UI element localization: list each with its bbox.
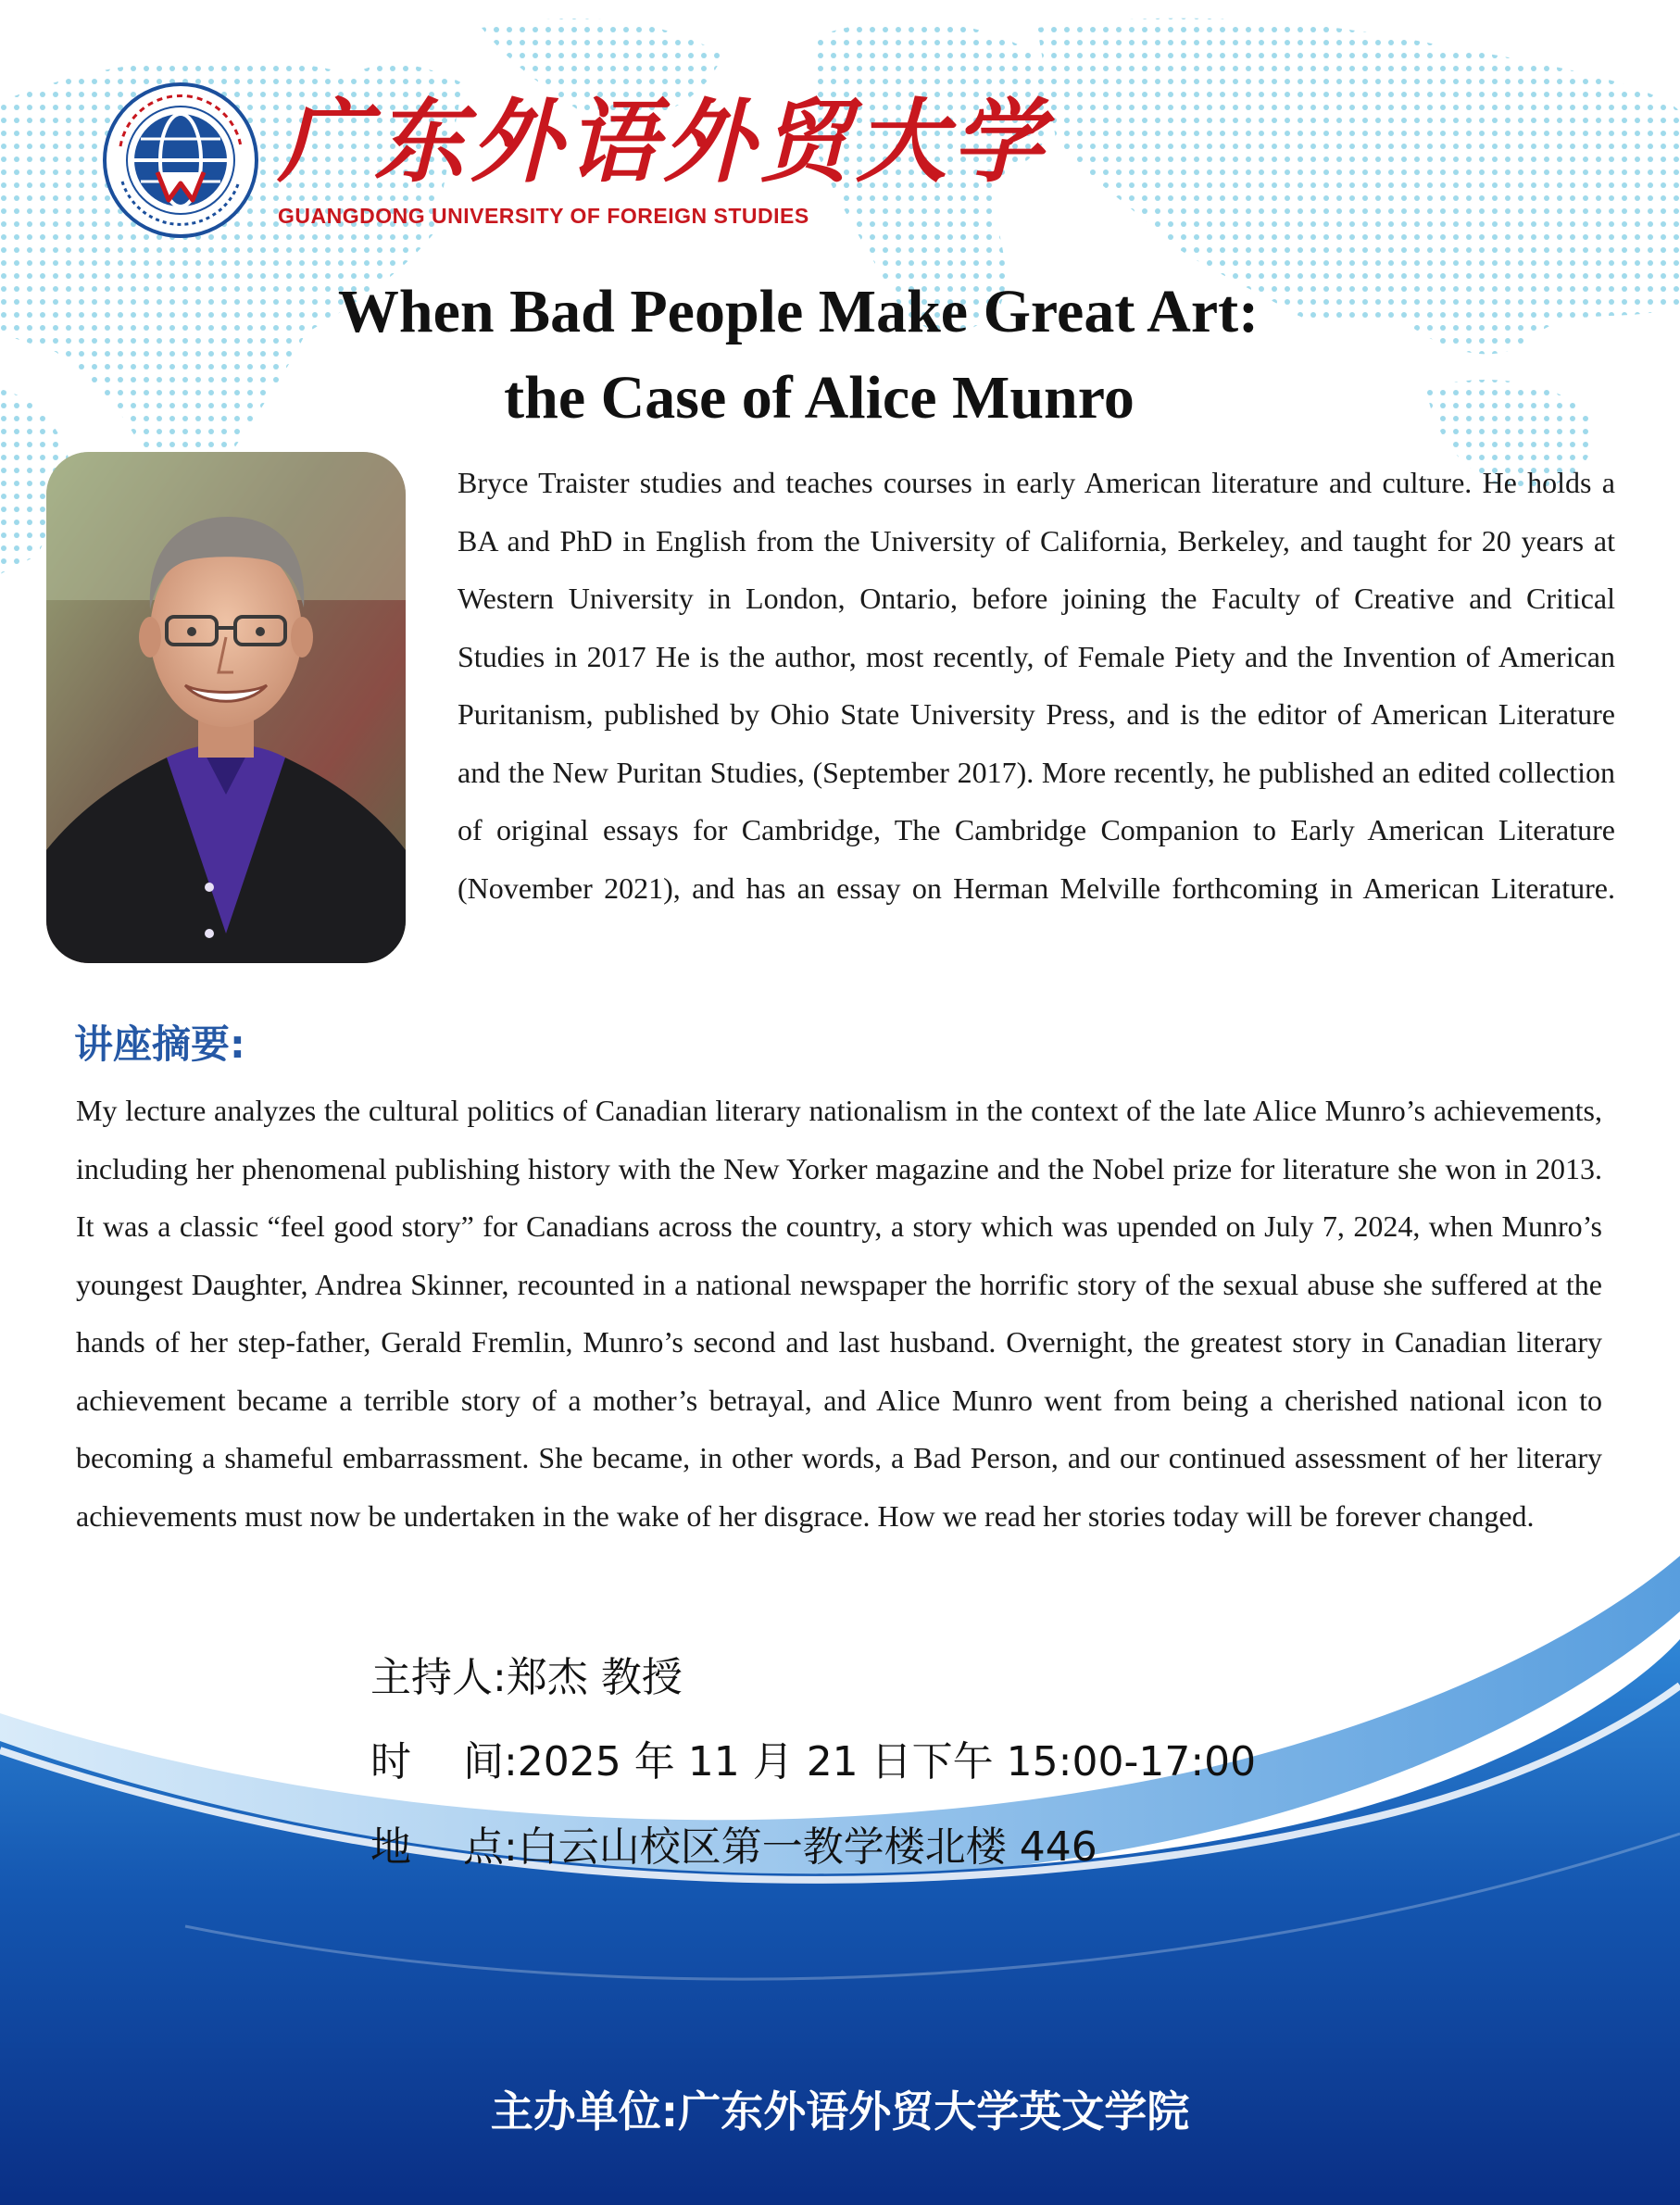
- sponsor-line: 主办单位:广东外语外贸大学英文学院: [490, 2086, 1190, 2136]
- university-name-english: GUANGDONG UNIVERSITY OF FOREIGN STUDIES: [278, 204, 809, 228]
- university-logo-seal: [102, 81, 259, 239]
- lecture-title-line-1: When Bad People Make Great Art:: [337, 278, 1260, 345]
- host-row: [370, 1644, 683, 1703]
- host-value: 郑杰 教授: [506, 1654, 683, 1701]
- abstract-heading: 讲座摘要:: [74, 1021, 245, 1067]
- place-value: 白云山校区第一教学楼北楼 446: [517, 1823, 1097, 1871]
- place-row: [370, 1813, 1097, 1873]
- time-value: 2025 年 11 月 21 日下午 15:00-17:00: [517, 1738, 1257, 1785]
- lecture-title: [0, 269, 1680, 441]
- time-label: 时 间:: [370, 1738, 518, 1785]
- university-name-chinese: 广东外语外贸大学: [278, 89, 1049, 195]
- time-row: [370, 1728, 1256, 1787]
- abstract-text: My lecture analyzes the cultural politics of Canadian literary nationalism in the context of the late Alice Munro’s achievements, including her phenomenal publishing history with the New Yorker magazine and the Nobel prize for literature she won in 2013. It was a classic “feel good story” for Canadians across the country, a story which was upended on July 7, 2024, when Munro’s youngest Daughter, Andrea Skinner, recounted in a national newspaper the horrific story of the sexual abuse she suffered at the hands of her step-father, Gerald Fremlin, Munro’s second and last husband. Overnight, the greatest story in Canadian literary achievement became a terrible story of a mother’s betrayal, and Alice Munro went from being a cherished national icon to becoming a shameful embarrassment. She became, in other words, a Bad Person, and our continued assessment of her literary achievements must now be undertaken in the wake of her disgrace. How we read her stories today will be forever changed.: [76, 1094, 1602, 1533]
- host-label: 主持人:: [370, 1654, 507, 1701]
- speaker-bio: Bryce Traister studies and teaches courses in early American literature and culture. He holds a BA and PhD in English from the University of California, Berkeley, and taught for 20 years at Western University in London, Ontario, before joining the Faculty of Creative and Critical Studies in 2017 He is the author, most recently, of Female Piety and the Invention of American Puritanism, published by Ohio State University Press, and is the editor of American Literature and the New Puritan Studies, (September 2017). More recently, he published an edited collection of original essays for Cambridge, The Cambridge Companion to Early American Literature (November 2021), and has an essay on Herman Melville forthcoming in American Literature.: [458, 466, 1615, 905]
- speaker-photo: [46, 452, 406, 963]
- lecture-title-line-2: the Case of Alice Munro: [504, 364, 1135, 432]
- speaker-portrait-icon: [46, 452, 406, 963]
- place-label: 地 点:: [370, 1823, 518, 1871]
